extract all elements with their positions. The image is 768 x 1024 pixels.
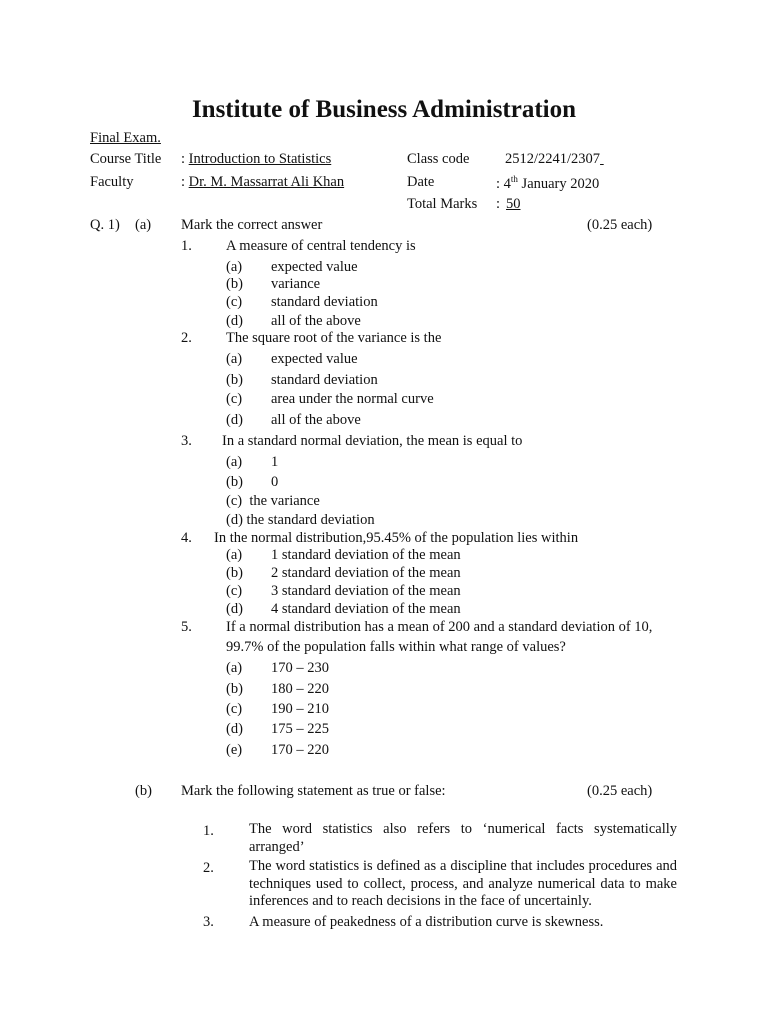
total-marks-colon: :	[496, 196, 501, 212]
page-title: Institute of Business Administration	[191, 96, 577, 123]
option-text: 4 standard deviation of the mean	[271, 601, 461, 617]
part-a-label: (a)	[135, 217, 152, 233]
date-value	[496, 175, 599, 191]
faculty-label: Faculty	[90, 174, 134, 190]
option-text: 170 – 230	[271, 660, 329, 676]
total-marks-value: 50	[506, 196, 521, 212]
option-letter: (c)	[226, 701, 243, 717]
statement-number: 2.	[203, 860, 214, 876]
class-code-value	[505, 152, 604, 167]
option-letter: (e)	[226, 742, 243, 758]
mcq-text: A measure of central tendency is	[226, 238, 416, 254]
option-letter: (b)	[226, 565, 243, 581]
option-text: standard deviation	[271, 372, 378, 388]
statement-number: 3.	[203, 914, 214, 930]
statement-text: A measure of peakedness of a distribution curve is skewness.	[249, 914, 604, 930]
class-code-text: 2512/2241/2307	[505, 151, 601, 167]
option-text: expected value	[271, 259, 358, 275]
option-text: 0	[271, 474, 279, 490]
option-letter: (c)	[226, 294, 243, 310]
part-a-marks: (0.25 each)	[587, 217, 653, 233]
option-letter: (b)	[226, 681, 243, 697]
option-letter: (d)	[226, 601, 243, 617]
statement-number: 1.	[203, 823, 214, 839]
class-code-underline	[600, 151, 604, 167]
option-text: all of the above	[271, 412, 361, 428]
faculty-value: : Dr. M. Massarrat Ali Khan	[181, 174, 345, 190]
option-letter: (c)	[226, 583, 243, 599]
mcq-text-continued: 99.7% of the population falls within what range of values?	[226, 639, 566, 655]
date-prefix: : 4	[496, 175, 511, 192]
option-text: 190 – 210	[271, 701, 329, 717]
option-letter: (b)	[226, 474, 243, 490]
option-letter: (d)	[226, 313, 243, 329]
option-text: 170 – 220	[271, 742, 329, 758]
option-text: 1 standard deviation of the mean	[271, 547, 461, 563]
total-marks-label: Total Marks	[407, 196, 478, 212]
date-sup: th	[510, 174, 518, 184]
mcq-text: In a standard normal deviation, the mean is equal to	[222, 433, 523, 449]
part-a-instruction: Mark the correct answer	[181, 217, 323, 233]
course-title-value: : Introduction to Statistics	[181, 151, 332, 167]
option-letter: (c)	[226, 391, 243, 407]
date-label: Date	[407, 174, 435, 190]
mcq-number: 3.	[181, 433, 192, 449]
mcq-number: 2.	[181, 330, 192, 346]
option-letter: (d)	[226, 412, 243, 428]
option-text: area under the normal curve	[271, 391, 434, 407]
option-letter: (a)	[226, 259, 243, 275]
option-text: 180 – 220	[271, 681, 329, 697]
exam-type: Final Exam.	[90, 130, 161, 146]
mcq-text: If a normal distribution has a mean of 200 and a standard deviation of 10,	[226, 619, 653, 635]
option-letter: (a)	[226, 454, 243, 470]
date-rest: January 2020	[517, 175, 600, 192]
course-title-text: Introduction to Statistics	[188, 151, 332, 167]
option-text: 1	[271, 454, 279, 470]
option-letter: (d)	[226, 721, 243, 737]
part-b-instruction: Mark the following statement as true or false:	[181, 783, 446, 799]
option-text: all of the above	[271, 313, 361, 329]
option-combined: (c) the variance	[226, 493, 320, 509]
statement-text: The word statistics also refers to ‘numerical facts systematically arranged’	[249, 821, 677, 855]
course-title-label: Course Title	[90, 151, 162, 167]
faculty-name: Dr. M. Massarrat Ali Khan	[188, 174, 345, 190]
option-text: 3 standard deviation of the mean	[271, 583, 461, 599]
mcq-number: 4.	[181, 530, 192, 546]
option-letter: (a)	[226, 547, 243, 563]
option-letter: (b)	[226, 276, 243, 292]
mcq-number: 1.	[181, 238, 192, 254]
part-b-label: (b)	[135, 783, 152, 799]
option-text: standard deviation	[271, 294, 378, 310]
option-letter: (b)	[226, 372, 243, 388]
option-text: variance	[271, 276, 321, 292]
question-number: Q. 1)	[90, 217, 120, 233]
option-letter: (a)	[226, 351, 243, 367]
option-text: 175 – 225	[271, 721, 329, 737]
statement-text: The word statistics is defined as a discipline that includes procedures and techniques used to collect, process, and analyze numerical data to make inferences and to reach decisions in the face of uncertainly.	[249, 858, 677, 910]
option-combined: (d) the standard deviation	[226, 512, 375, 528]
option-text: expected value	[271, 351, 358, 367]
option-text: 2 standard deviation of the mean	[271, 565, 461, 581]
part-b-marks: (0.25 each)	[587, 783, 653, 799]
mcq-number: 5.	[181, 619, 192, 635]
mcq-text: The square root of the variance is the	[226, 330, 442, 346]
option-letter: (a)	[226, 660, 243, 676]
mcq-text: In the normal distribution,95.45% of the population lies within	[214, 530, 579, 546]
class-code-label: Class code	[407, 151, 470, 167]
